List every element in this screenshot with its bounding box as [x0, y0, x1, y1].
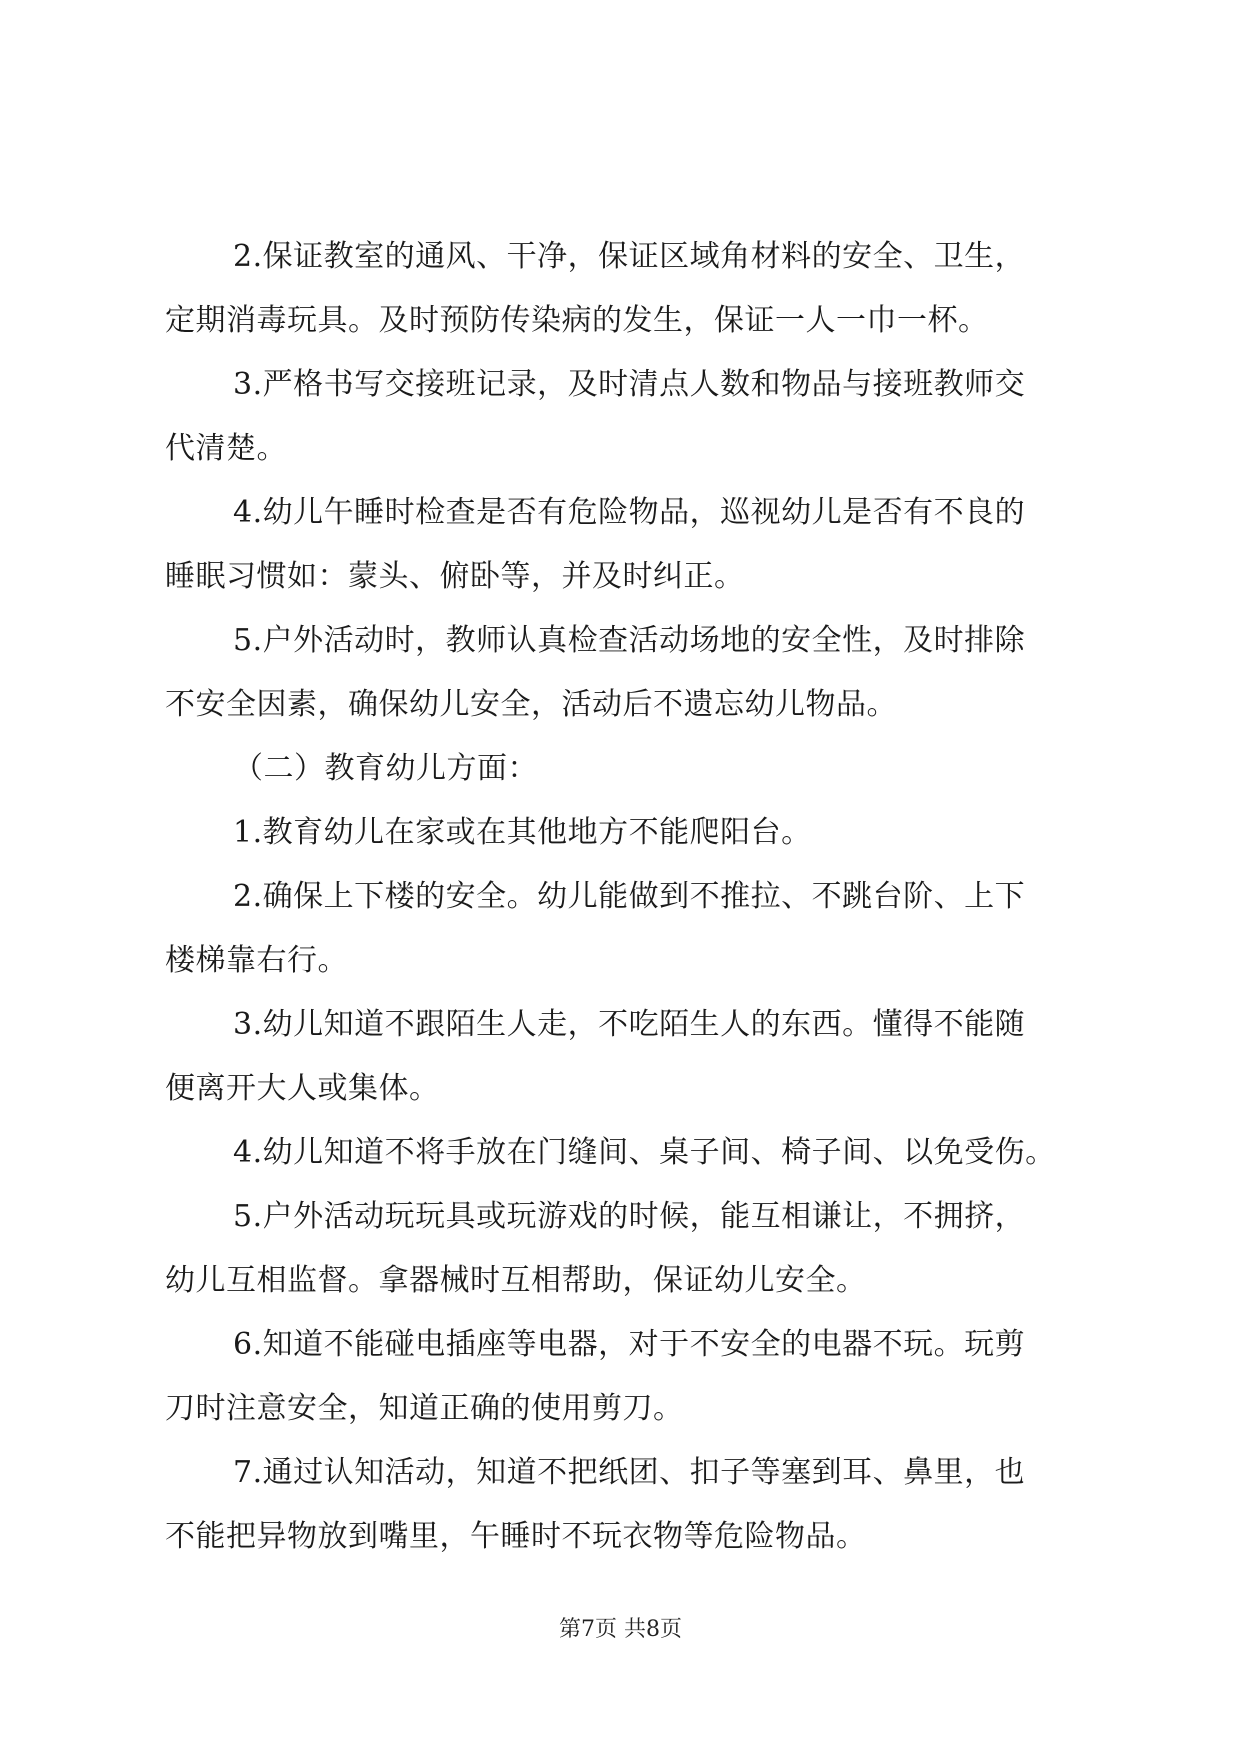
paragraph-line: 3.严格书写交接班记录，及时清点人数和物品与接班教师交: [233, 367, 1026, 402]
paragraph-line: 刀时注意安全，知道正确的使用剪刀。: [165, 1391, 684, 1426]
paragraph-line: 不能把异物放到嘴里，午睡时不玩衣物等危险物品。: [165, 1519, 867, 1554]
paragraph-line: 6.知道不能碰电插座等电器，对于不安全的电器不玩。玩剪: [233, 1327, 1026, 1362]
paragraph-line: 3.幼儿知道不跟陌生人走，不吃陌生人的东西。懂得不能随: [233, 1007, 1026, 1042]
section-heading: （二）教育幼儿方面：: [233, 751, 538, 786]
paragraph-line: 楼梯靠右行。: [165, 943, 348, 978]
page-number: 第7页 共8页: [559, 1617, 682, 1642]
paragraph-line: 7.通过认知活动，知道不把纸团、扣子等塞到耳、鼻里，也: [233, 1455, 1026, 1490]
paragraph-line: 2.保证教室的通风、干净，保证区域角材料的安全、卫生，: [233, 239, 1026, 274]
paragraph-line: 代清楚。: [165, 431, 287, 466]
paragraph-line: 便离开大人或集体。: [165, 1071, 440, 1106]
paragraph-line: 1.教育幼儿在家或在其他地方不能爬阳台。: [233, 815, 812, 850]
paragraph-line: 2.确保上下楼的安全。幼儿能做到不推拉、不跳台阶、上下: [233, 879, 1026, 914]
paragraph-line: 4.幼儿午睡时检查是否有危险物品，巡视幼儿是否有不良的: [233, 495, 1026, 530]
paragraph-line: 幼儿互相监督。拿器械时互相帮助，保证幼儿安全。: [165, 1263, 867, 1298]
paragraph-line: 4.幼儿知道不将手放在门缝间、桌子间、椅子间、以免受伤。: [233, 1135, 1056, 1170]
paragraph-line: 定期消毒玩具。及时预防传染病的发生，保证一人一巾一杯。: [165, 303, 989, 338]
page-footer: [0, 1612, 1241, 1643]
paragraph-line: 5.户外活动时，教师认真检查活动场地的安全性，及时排除: [233, 623, 1026, 658]
paragraph-line: 不安全因素，确保幼儿安全，活动后不遗忘幼儿物品。: [165, 687, 897, 722]
paragraph-line: 睡眠习惯如：蒙头、俯卧等，并及时纠正。: [165, 559, 745, 594]
document-body: [165, 225, 1090, 1569]
paragraph-line: 5.户外活动玩玩具或玩游戏的时候，能互相谦让，不拥挤，: [233, 1199, 1026, 1234]
